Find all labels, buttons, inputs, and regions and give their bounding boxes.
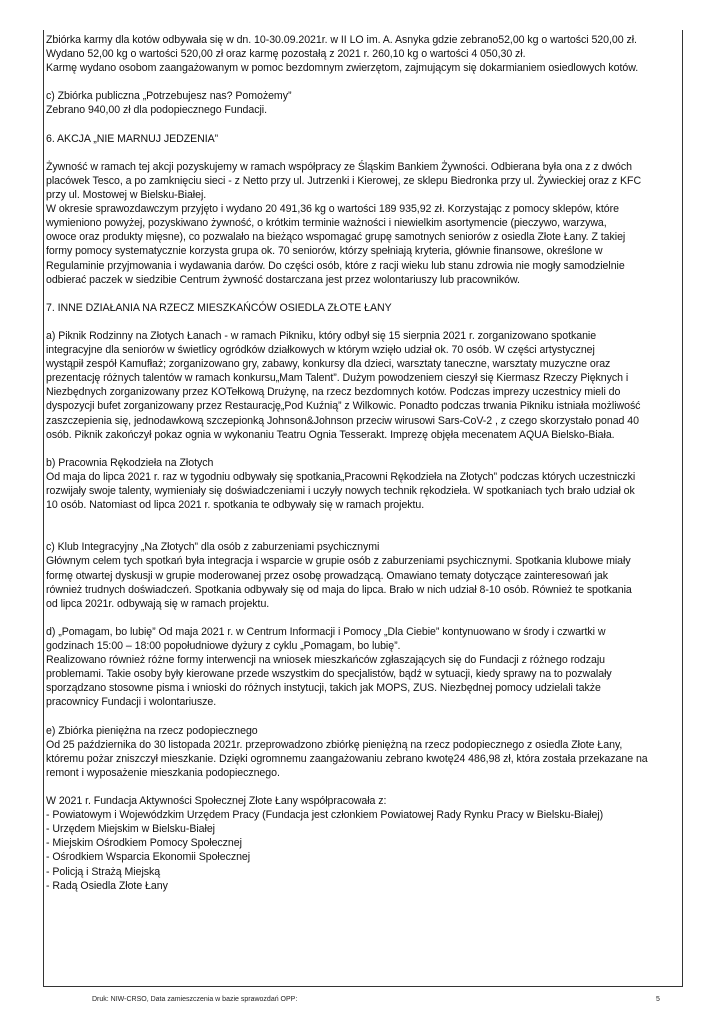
text-line: prezentację różnych talentów w ramach konkursu„Mam Talent”. Dużym powodzeniem cieszył się Kiermasz Rzeczy Pięknych i xyxy=(46,372,629,385)
footer-print-info: Druk: NIW-CRSO, Data zamieszczenia w bazie sprawozdań OPP: xyxy=(92,996,298,1003)
text-line: rozwijały swoje talenty, wymieniały się doświadczeniami i uczyły nowych technik rękodzieła. W spotkaniach tych brało udział ok xyxy=(46,485,635,497)
text-line: a) Piknik Rodzinny na Złotych Łanach - w ramach Pikniku, który odbył się 15 sierpnia 2021 r. zorganizowano spotkanie xyxy=(46,329,597,342)
text-line: 7. INNE DZIAŁANIA NA RZECZ MIESZKAŃCÓW OSIEDLA ZŁOTE ŁANY xyxy=(46,301,392,314)
blank-line xyxy=(46,512,680,526)
text-line: c) Klub Integracyjny „Na Złotych” dla osób z zaburzeniami psychicznymi xyxy=(46,541,380,554)
text-line: Zebrano 940,00 zł dla podopiecznego Fundacji. xyxy=(46,104,267,117)
text-line: - Policją i Strażą Miejską xyxy=(46,865,161,878)
page-number: 5 xyxy=(656,996,660,1003)
blank-line xyxy=(46,315,680,329)
text-line: - Radą Osiedla Złote Łany xyxy=(46,879,168,892)
text-line: Głównym celem tych spotkań była integracja i wsparcie w grupie osób z zaburzeniami psychicznymi. Spotkania klubowe miały xyxy=(46,555,631,568)
text-line: godzinach 15:00 – 18:00 popołudniowe dyżury z cyklu „Pomagam, bo lubię”. xyxy=(46,640,401,653)
text-line: placówek Tesco, a po zamknięciu sieci - z Netto przy ul. Jutrzenki i Kierowej, ze sklepu Biedronka przy ul. Żywieckiej oraz z KFC xyxy=(46,174,642,187)
blank-line xyxy=(46,146,680,160)
text-line: Niezbędnych zorganizowany przez KOTełkową Drużynę, na rzecz bezdomnych kotów. Podczas imprezy uczestnicy mieli do xyxy=(46,386,621,399)
text-line: W 2021 r. Fundacja Aktywności Społecznej Złote Łany współpracowała z: xyxy=(46,795,387,808)
blank-line xyxy=(46,287,680,301)
text-line: od lipca 2021r. odbywają się w ramach projektu. xyxy=(46,597,270,610)
text-line: formę otwartej dyskusji w grupie moderowanej przez osobę prowadzącą. Omawiano tematy dotyczące zainteresowań jak xyxy=(46,569,609,582)
text-line: pracownicy Fundacji i wolontariusze. xyxy=(46,696,217,709)
text-line: Od maja do lipca 2021 r. raz w tygodniu odbywały się spotkania„Pracowni Rękodzieła na Złotych” podczas których uczestniczki xyxy=(46,470,636,483)
text-line: - Miejskim Ośrodkiem Pomocy Społecznej xyxy=(46,837,242,850)
text-line: któremu pożar zniszczył mieszkanie. Dzięki ogromnemu zaangażowaniu zebrano kwotę24 486,98 zł, która została przekazane na xyxy=(46,752,648,765)
text-line: problemami. Takie osoby były kierowane przede wszystkim do specjalistów, bądź w sytuacji, kiedy sprawy na to pozwalały xyxy=(46,668,612,681)
text-line: sporządzano stosowne pisma i wnioski do różnych instytucji, takich jak MOPS, ZUS. Niezbędnej pomocy udzielali także xyxy=(46,682,601,695)
text-line: e) Zbiórka pieniężna na rzecz podopiecznego xyxy=(46,724,258,737)
text-line: wymieniono powyżej, pozyskiwano żywność, o krótkim terminie ważności i niewielkim asortymencie (pieczywo, warzywa, xyxy=(46,217,607,230)
text-line: - Ośrodkiem Wsparcia Ekonomii Społecznej xyxy=(46,851,251,864)
blank-line xyxy=(46,526,680,540)
text-line: również trudnych doświadczeń. Spotkania odbywały się od maja do lipca. Brało w nich udział 8-10 osób. Również te spotkania xyxy=(46,583,632,596)
text-line: Regulaminie przyjmowania i wydawania darów. Do części osób, które z racji wieku lub stanu zdrowia nie mogły samodzielnie xyxy=(46,259,625,272)
text-line: b) Pracownia Rękodzieła na Złotych xyxy=(46,456,214,469)
text-line: 10 osób. Natomiast od lipca 2021 r. spotkania te odbywały się w ramach projektu. xyxy=(46,499,425,512)
blank-line xyxy=(46,611,680,625)
blank-line xyxy=(46,442,680,456)
text-line: d) „Pomagam, bo lubię” Od maja 2021 r. w Centrum Informacji i Pomocy „Dla Ciebie” kontynuowano w środy i czwartki w xyxy=(46,625,606,638)
text-line: - Powiatowym i Wojewódzkim Urzędem Pracy (Fundacja jest członkiem Powiatowej Rady Rynku Pracy w Bielsku-Białej) xyxy=(46,809,604,822)
text-line: przy ul. Mostowej w Bielsku-Białej. xyxy=(46,189,207,202)
text-line: remont i wyposażenie mieszkania podopiecznego. xyxy=(46,766,280,779)
text-line: odbierać paczek w siedzibie Centrum żywność dostarczana jest przez wolontariuszy lub pracowników. xyxy=(46,273,520,286)
text-line: zaszczepienia się, jednodawkową szczepionką Johnson&Johnson przeciw wirusowi Sars-CoV-2 , z czego skorzystało ponad 40 xyxy=(46,414,639,427)
text-line: Karmę wydano osobom zaangażowanym w pomoc bezdomnym zwierzętom, zajmującym się dokarmianiem osiedlowych kotów. xyxy=(46,62,639,75)
text-line: 6. AKCJA „NIE MARNUJ JEDZENIA” xyxy=(46,132,219,145)
text-line: Realizowano również różne formy interwencji na wniosek mieszkańców zgłaszających się do Fundacji z różnego rodzaju xyxy=(46,654,605,667)
blank-line xyxy=(46,780,680,794)
text-line: - Urzędem Miejskim w Bielsku-Białej xyxy=(46,823,215,836)
text-line: dyspozycji bufet zorganizowany przez Restaurację„Pod Kuźnią” z Wilkowic. Ponadto podczas trwania Pikniku istniała możliwość xyxy=(46,400,641,413)
text-line: Wydano 52,00 kg o wartości 520,00 zł oraz karmę pozostałą z 2021 r. 260,10 kg o wartości 4 050,30 zł. xyxy=(46,48,526,61)
text-line: Żywność w ramach tej akcji pozyskujemy w ramach współpracy ze Śląskim Bankiem Żywności. Odbierana była ona z z dwóch xyxy=(46,160,632,173)
blank-line xyxy=(46,710,680,724)
document-body xyxy=(46,33,680,893)
text-line: Od 25 października do 30 listopada 2021r. przeprowadzono zbiórkę pieniężną na rzecz podopiecznego z osiedla Złote Łany, xyxy=(46,738,623,751)
text-line: owoce oraz produkty mięsne), co pozwalało na bieżąco wspomagać grupę samotnych seniorów z osiedla Złote Łany. Z takiej xyxy=(46,231,626,244)
text-line: Zbiórka karmy dla kotów odbywała się w dn. 10-30.09.2021r. w II LO im. A. Asnyka gdzie zebrano52,00 kg o wartości 520,00 zł. xyxy=(46,34,637,46)
text-line: integracyjne dla seniorów w świetlicy ogródków działkowych w którym wzięło udział ok. 70 osób. W części artystycznej xyxy=(46,344,595,357)
text-line: c) Zbiórka publiczna „Potrzebujesz nas? Pomożemy” xyxy=(46,90,292,103)
blank-line xyxy=(46,75,680,89)
text-line: osób. Piknik zakończył pokaz ognia w wykonaniu Teatru Ognia Tesserakt. Imprezę objęła mecenatem AQUA Bielsko-Biała. xyxy=(46,428,615,441)
text-line: wystąpił zespół Kamufłaż; zorganizowano gry, zabawy, konkursy dla dzieci, warsztaty taneczne, warsztaty muzyczne oraz xyxy=(46,358,611,371)
text-line: formy pomocy systematycznie korzysta grupa ok. 70 seniorów, którzy spełniają kryteria, głównie finansowe, określone w xyxy=(46,245,603,258)
blank-line xyxy=(46,118,680,132)
text-line: W okresie sprawozdawczym przyjęto i wydano 20 491,36 kg o wartości 189 935,92 zł. Korzystając z pomocy sklepów, które xyxy=(46,203,619,216)
